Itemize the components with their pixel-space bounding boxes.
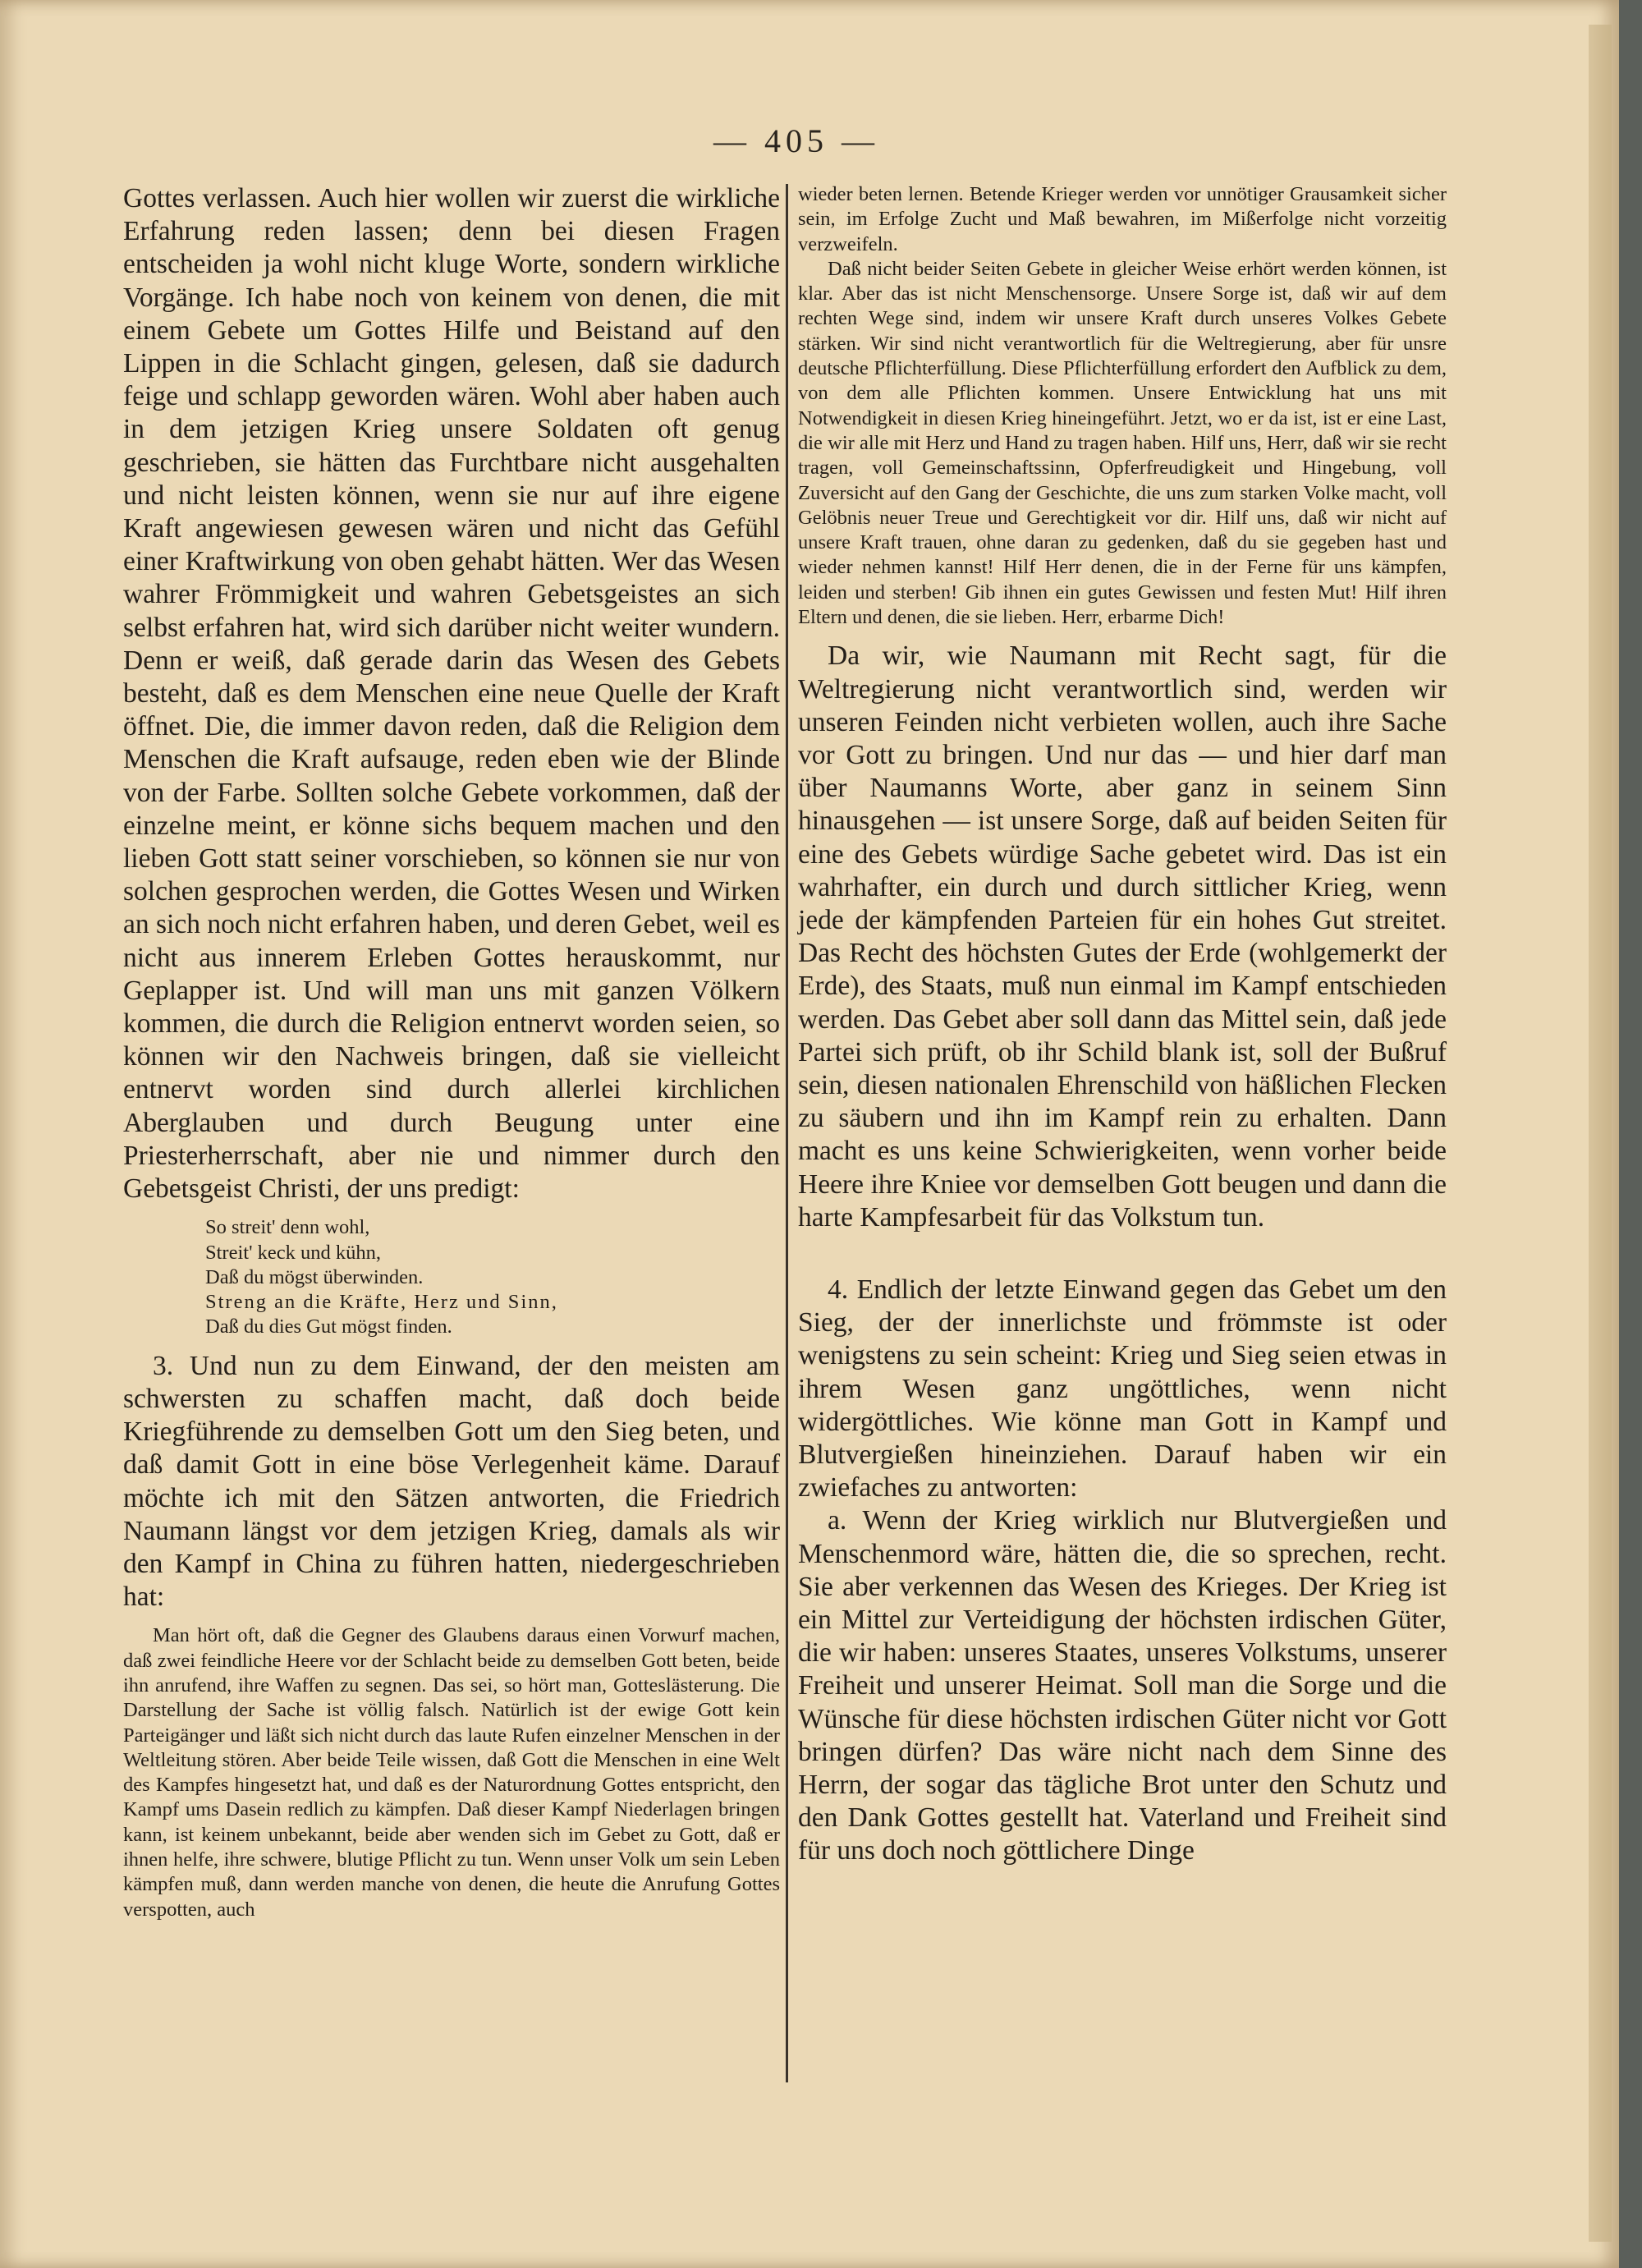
naumann-quote: Man hört oft, daß die Gegner des Glaubens daraus einen Vorwurf machen, daß zwei feindliche Heere vor der Schlacht beide zu demselben Gott beten, beide ihn anrufend, ihre Waffen zu segnen. Das sei, so hört man, Gotteslästerung. Die Darstellung der Sache ist völlig falsch. Natürlich ist der ewige Gott kein Parteigänger und läßt sich nicht durch das laute Rufen einzelner Menschen in der Weltleitung stören. Aber beide Teile wissen, daß Gott die Menschen in eine Welt des Kampfes hingesetzt hat, und daß es der Naturordnung Gottes entspricht, den Kampf ums Dasein redlich zu kämpfen. Daß dieser Kampf Niederlagen bringen kann, ist keinem unbekannt, beide aber wenden sich im Gebet zu Gott, daß er ihnen helfe, ihre schwere, blutige Pflicht zu tun. Wenn unser Volk um sein Leben kämpfen muß, dann werden manche von denen, die heute die Anrufung Gottes verspotten, auch <box>123 1624 780 1921</box>
left-paragraph-1: Gottes verlassen. Auch hier wollen wir zuerst die wirkliche Erfahrung reden lassen; denn bei diesen Fragen entscheiden ja wohl nicht kluge Worte, sondern wirkliche Vorgänge. Ich habe noch von keinem von denen, die mit einem Gebete um Gottes Hilfe und Beistand auf den Lippen in die Schlacht gingen, gelesen, daß sie dadurch feige und schlapp geworden wären. Wohl aber haben auch in dem jetzigen Krieg unsere Soldaten oft genug geschrieben, sie hätten das Furchtbare nicht ausgehalten und nicht leisten können, wenn sie nur auf ihre eigene Kraft angewiesen gewesen wären und nicht das Gefühl einer Kraftwirkung von oben gehabt hätten. Wer das Wesen wahrer Frömmigkeit und wahren Gebetsgeistes an sich selbst erfahren hat, wird sich darüber nicht weiter wundern. Denn er weiß, daß gerade darin das Wesen des Gebets besteht, daß es dem Menschen eine neue Quelle der Kraft öffnet. Die, die immer davon reden, daß die Religion dem Menschen die Kraft aufsauge, reden eben wie der Blinde von der Farbe. Sollten solche Gebete vorkommen, daß der einzelne meint, er könne sichs bequem machen und den lieben Gott statt seiner vorschieben, so können sie nur von solchen gesprochen werden, die Gottes Wesen und Wirken an sich noch nicht erfahren haben, und deren Gebet, weil es nicht aus innerem Erleben Gottes herauskommt, nur Geplapper ist. Und will man uns mit ganzen Völkern kommen, die durch die Religion entnervt worden seien, so können wir den Nachweis bringen, daß sie vielleicht entnervt worden sind durch allerlei kirchlichen Aberglauben und durch Beugung unter eine Priesterherrschaft, aber nie und nimmer durch den Gebetsgeist Christi, der uns predigt: <box>123 183 780 1205</box>
column-divider <box>786 184 788 2082</box>
naumann-quote-continued-1: wieder beten lernen. Betende Krieger werden vor unnötiger Grausamkeit sicher sein, im Erfolge Zucht und Maß bewahren, im Mißerfolge nicht vorzeitig verzweifeln. <box>798 183 1447 255</box>
page-number: — 405 — <box>713 122 879 159</box>
right-paragraph-4: 4. Endlich der letzte Einwand gegen das Gebet um den Sieg, der der innerlichste und frömmste ist oder wenigstens zu sein scheint: Krieg und Sieg seien etwas in ihrem Wesen ganz ungöttliches, wenn nicht widergöttliches. Wie könne man Gott in Kampf und Blutvergießen hineinziehen. Darauf haben wir ein zwiefaches zu antworten: <box>798 1274 1447 1504</box>
left-paragraph-2: 3. Und nun zu dem Einwand, der den meisten am schwersten zu schaffen macht, daß doch beide Kriegführende zu demselben Gott um den Sieg beten, und daß damit Gott in eine böse Verlegenheit käme. Darauf möchte ich mit den Sätzen antworten, die Friedrich Naumann längst vor dem jetzigen Krieg, damals als wir den Kampf in China zu führen hatten, niedergeschrieben hat: <box>123 1350 780 1613</box>
poem-quote <box>205 1215 780 1339</box>
left-column <box>123 182 780 1922</box>
poem-line: So streit' denn wohl, <box>205 1216 370 1239</box>
poem-line: Streng an die Kräfte, Herz und Sinn, <box>205 1291 558 1314</box>
poem-line: Daß du dies Gut mögst finden. <box>205 1315 452 1338</box>
right-paragraph-3: Da wir, wie Naumann mit Recht sagt, für die Weltregierung nicht verantwortlich sind, werden wir unseren Feinden nicht verbieten wollen, auch ihre Sache vor Gott zu bringen. Und nur das — und hier darf man über Naumanns Worte, aber ganz in seinem Sinn hinausgehen — ist unsere Sorge, daß auf beiden Seiten für eine des Gebets würdige Sache gebetet wird. Das ist ein wahrhafter, ein durch und durch sittlicher Krieg, wenn jede der kämpfenden Parteien für ein hohes Gut streitet. Das Recht des höchsten Gutes der Erde (wohlgemerkt der Erde), des Staats, muß nun einmal im Kampf entschieden werden. Das Gebet aber soll dann das Mittel sein, daß jede Partei sich prüft, ob ihr Schild blank ist, soll der Bußruf sein, diesen nationalen Ehrenschild von häßlichen Flecken zu säubern und ihn im Kampf rein zu erhalten. Dann macht es uns keine Schwierigkeiten, wenn vorher beide Heere ihre Kniee vor demselben Gott beugen und dann die harte Kampfesarbeit für das Volkstum tun. <box>798 640 1447 1233</box>
poem-line: Daß du mögst überwinden. <box>205 1265 424 1288</box>
naumann-quote-continued-2: Daß nicht beider Seiten Gebete in gleicher Weise erhört werden können, ist klar. Aber das ist nicht Menschensorge. Unsere Sorge ist, daß wir auf dem rechten Wege sind, indem wir unsere Kraft durch unseres Volkes Gebete stärken. Wir sind nicht verantwortlich für die Weltregierung, aber für unsre deutsche Pflichterfüllung. Diese Pflichterfüllung erfordert den Aufblick zu dem, von dem alle Pflichten kommen. Unsere Entwicklung hat uns mit Notwendigkeit in diesen Krieg hineingeführt. Jetzt, wo er da ist, ist er eine Last, die wir alle mit Herz und Hand zu tragen haben. Hilf uns, Herr, daß wir sie recht tragen, voll Gemeinschaftssinn, Opferfreudigkeit und Hingebung, voll Zuversicht auf den Gang der Geschichte, die uns zum starken Volke macht, voll Gelöbnis neuer Treue und Gerechtigkeit vor dir. Hilf uns, daß wir nicht auf unsere Kraft trauen, ohne daran zu gedenken, daß du sie gegeben hast und wieder nehmen kannst! Hilf Herr denen, die in der Ferne für uns kämpfen, leiden und sterben! Gib ihnen ein gutes Gewissen und festen Mut! Hilf ihren Eltern und denen, die sie lieben. Herr, erbarme Dich! <box>798 257 1447 629</box>
right-paragraph-5: a. Wenn der Krieg wirklich nur Blutvergießen und Menschenmord wäre, hätten die, die so sprechen, recht. Sie aber verkennen das Wesen des Krieges. Der Krieg ist ein Mittel zur Verteidigung der höchsten irdischen Güter, die wir haben: unseres Staates, unseres Volkstums, unserer Freiheit und unserer Heimat. Soll man die Sorge und die Wünsche für diese höchsten irdischen Güter nicht vor Gott bringen dürfen? Das wäre nicht nach dem Sinne des Herrn, der sogar das tägliche Brot unter den Schutz und den Dank Gottes gestellt hat. Vaterland und Freiheit sind für uns doch noch göttlichere Dinge <box>798 1505 1447 1866</box>
page-edge-shadow <box>1589 25 1612 2242</box>
right-column <box>798 182 1447 1868</box>
poem-line: Streit' keck und kühn, <box>205 1241 381 1264</box>
